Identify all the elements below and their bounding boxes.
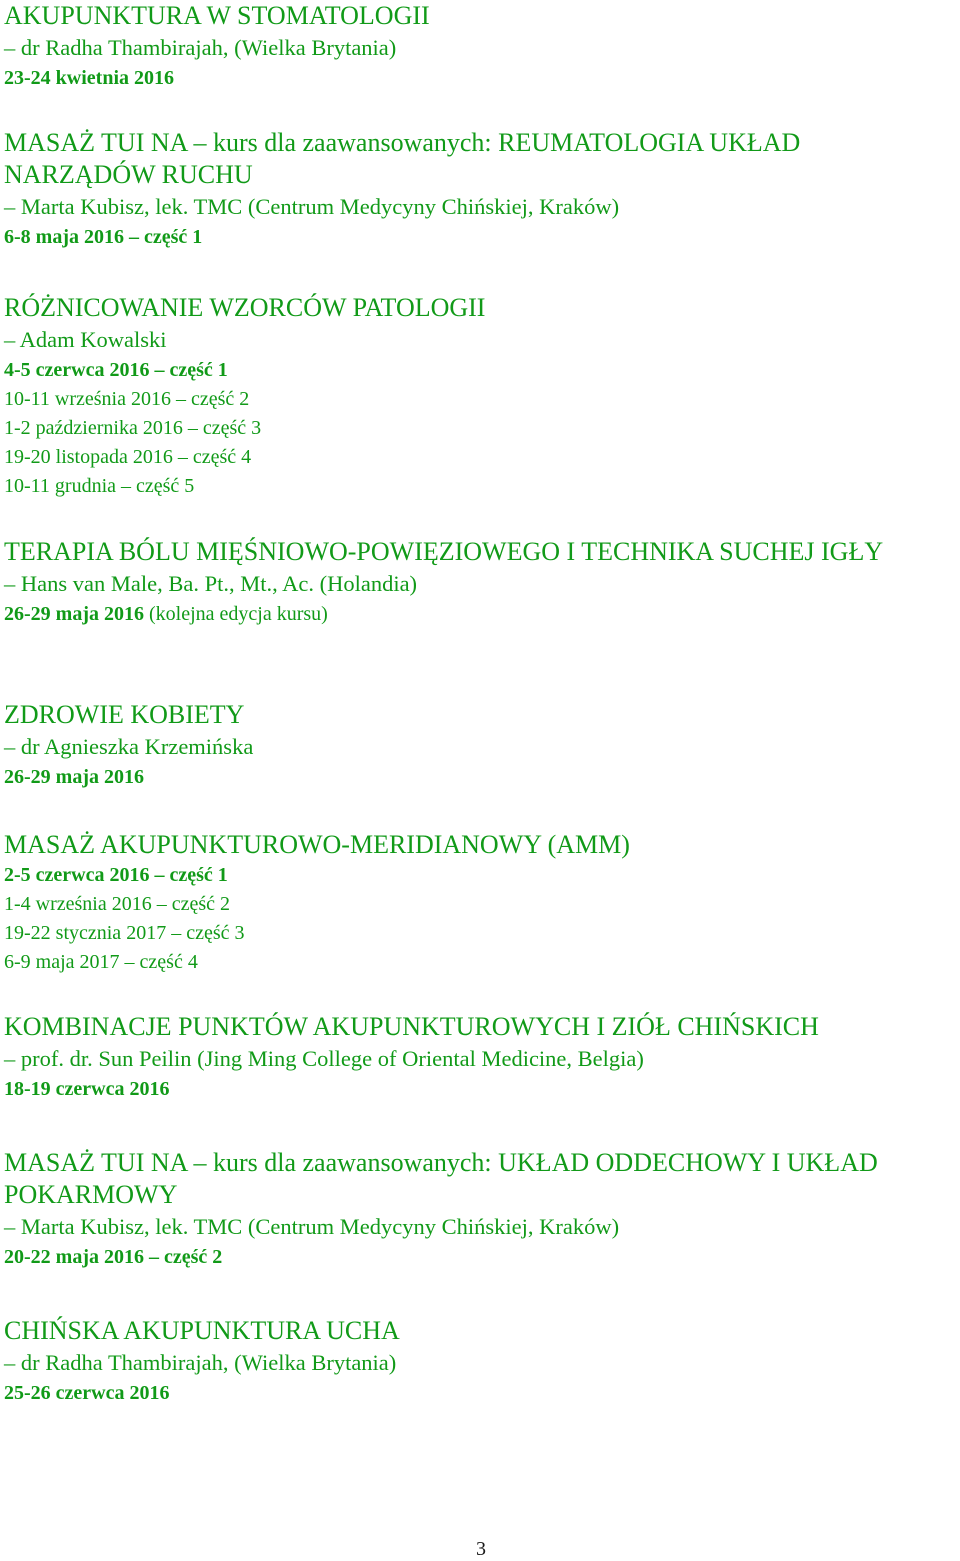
course-date: 19-20 listopada 2016 – część 4 xyxy=(4,446,252,468)
course-instructor: – dr Agnieszka Krzemińska xyxy=(4,734,254,759)
course-date: 4-5 czerwca 2016 – część 1 xyxy=(4,359,228,381)
course-instructor: – Hans van Male, Ba. Pt., Mt., Ac. (Holandia) xyxy=(4,571,418,596)
course-block xyxy=(4,536,960,629)
course-title: MASAŻ TUI NA – kurs dla zaawansowanych: UKŁAD ODDECHOWY I UKŁAD POKARMOWY xyxy=(4,1148,885,1209)
course-block xyxy=(4,1315,960,1408)
course-block xyxy=(4,699,960,792)
course-title: MASAŻ AKUPUNKTUROWO-MERIDIANOWY (AMM) xyxy=(4,830,630,859)
course-title: AKUPUNKTURA W STOMATOLOGII xyxy=(4,1,430,30)
course-title: KOMBINACJE PUNKTÓW AKUPUNKTUROWYCH I ZIÓŁ CHIŃSKICH xyxy=(4,1012,819,1041)
course-block xyxy=(4,1147,960,1272)
course-date: 6-8 maja 2016 – część 1 xyxy=(4,226,203,248)
course-block xyxy=(4,292,960,501)
course-block xyxy=(4,0,960,93)
course-date: 1-2 października 2016 – część 3 xyxy=(4,417,262,439)
course-block xyxy=(4,1011,960,1104)
course-date-note: (kolejna edycja kursu) xyxy=(143,603,328,625)
course-instructor: – dr Radha Thambirajah, (Wielka Brytania) xyxy=(4,35,397,60)
course-date: 10-11 grudnia – część 5 xyxy=(4,475,195,497)
course-date: 2-5 czerwca 2016 – część 1 xyxy=(4,864,228,886)
course-title: ZDROWIE KOBIETY xyxy=(4,700,245,729)
course-title: TERAPIA BÓLU MIĘŚNIOWO-POWIĘZIOWEGO I TECHNIKA SUCHEJ IGŁY xyxy=(4,537,884,566)
course-instructor: – dr Radha Thambirajah, (Wielka Brytania) xyxy=(4,1350,397,1375)
course-date: 10-11 września 2016 – część 2 xyxy=(4,388,250,410)
course-instructor: – Adam Kowalski xyxy=(4,327,167,352)
course-date: 19-22 stycznia 2017 – część 3 xyxy=(4,922,245,944)
course-date: 23-24 kwietnia 2016 xyxy=(4,67,174,89)
course-instructor: – Marta Kubisz, lek. TMC (Centrum Medycyny Chińskiej, Kraków) xyxy=(4,194,620,219)
course-date: 25-26 czerwca 2016 xyxy=(4,1382,170,1404)
course-title: RÓŻNICOWANIE WZORCÓW PATOLOGII xyxy=(4,293,486,322)
course-block xyxy=(4,829,960,977)
course-instructor: – Marta Kubisz, lek. TMC (Centrum Medycyny Chińskiej, Kraków) xyxy=(4,1214,620,1239)
course-date: 26-29 maja 2016 xyxy=(4,766,144,788)
course-date: 20-22 maja 2016 – część 2 xyxy=(4,1246,223,1268)
course-date: 6-9 maja 2017 – część 4 xyxy=(4,951,198,973)
course-block xyxy=(4,127,960,252)
course-date xyxy=(4,600,960,629)
course-title: CHIŃSKA AKUPUNKTURA UCHA xyxy=(4,1316,400,1345)
page-number: 3 xyxy=(476,1538,486,1560)
course-date: 1-4 września 2016 – część 2 xyxy=(4,893,231,915)
course-instructor: – prof. dr. Sun Peilin (Jing Ming College of Oriental Medicine, Belgia) xyxy=(4,1046,644,1071)
course-date: 18-19 czerwca 2016 xyxy=(4,1078,170,1100)
course-title: MASAŻ TUI NA – kurs dla zaawansowanych: REUMATOLOGIA UKŁAD NARZĄDÓW RUCHU xyxy=(4,128,807,189)
course-date-main: 26-29 maja 2016 xyxy=(4,603,144,625)
